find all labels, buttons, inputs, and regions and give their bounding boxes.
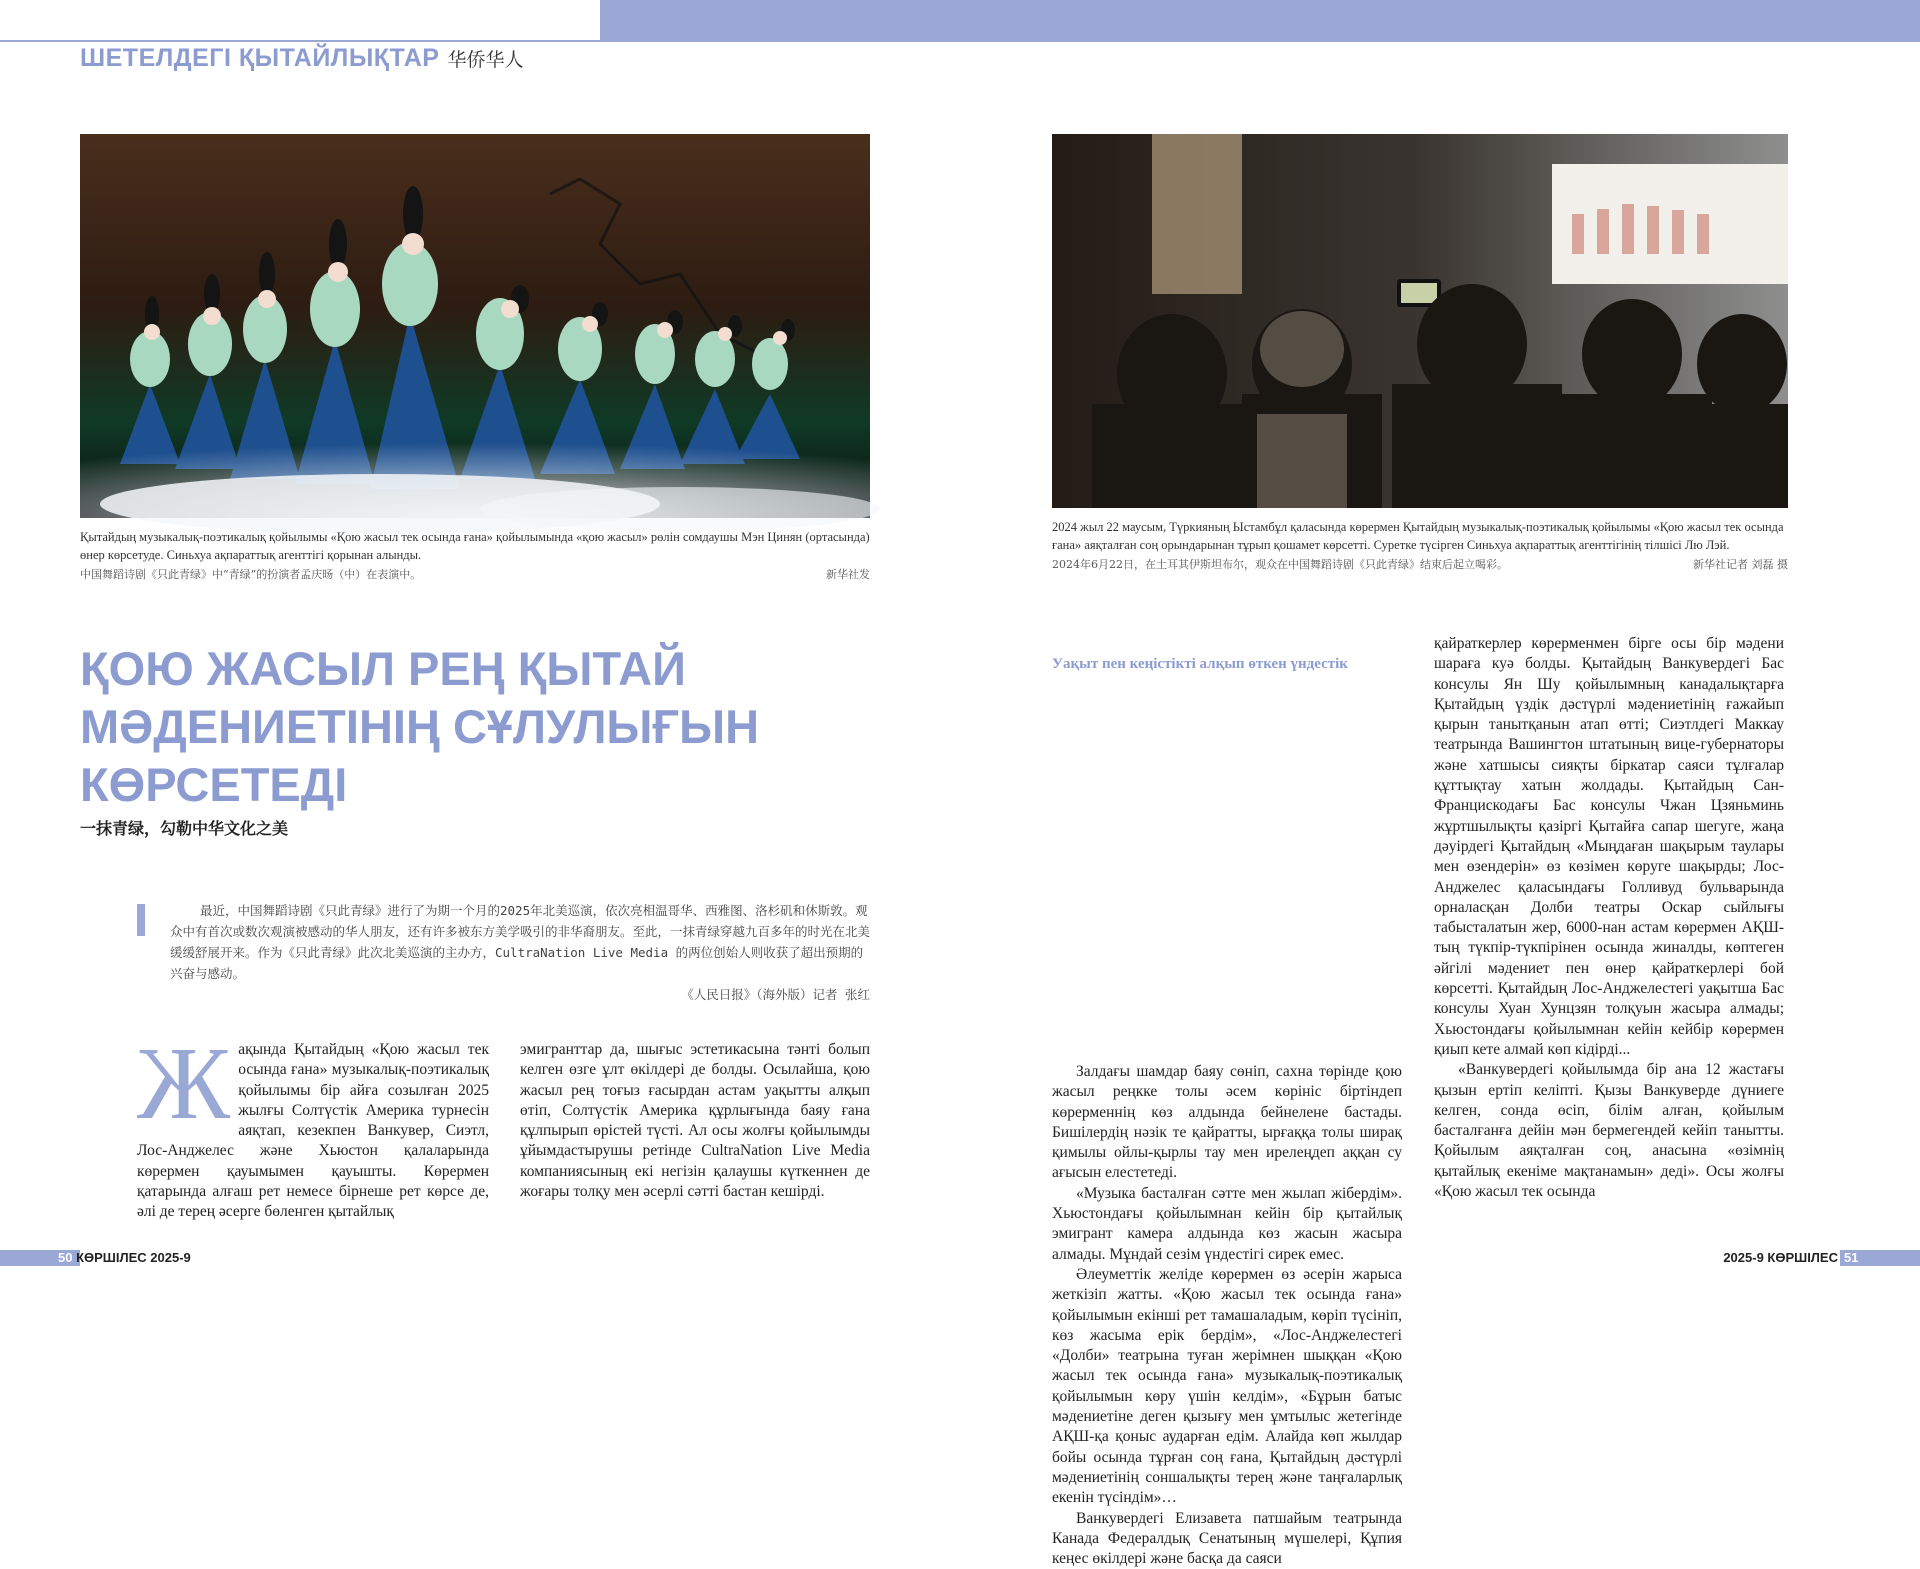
caption-cn: 中国舞蹈诗剧《只此青绿》中“青绿”的扮演者孟庆旸（中）在表演中。: [80, 568, 422, 581]
caption-kz: Қытайдың музыкалық-поэтикалық қойылымы «Қою жасыл тек осында ғана» қойылымында «қою жасыл» рөлін сомдаушы Мэн Цинян (ортасында) өнер көрсетуде. Синьхуа ақпараттық агенттігі қорынан алынды.: [80, 530, 870, 562]
section-title-kz: ШЕТЕЛДЕГІ ҚЫТАЙЛЫҚТАР: [80, 44, 440, 72]
footer-left: [58, 1250, 191, 1266]
dance-stage-photo: [80, 134, 870, 518]
lead-text: 最近，中国舞蹈诗剧《只此青绿》进行了为期一个月的2025年北美巡演，依次亮相温哥华、西雅图、洛杉矶和休斯敦。观众中有首次或数次观演被感动的华人朋友，还有许多被东方美学吸引的非华裔朋友。至此，一抹青绿穿越九百多年的时光在北美缓缓舒展开来。作为《只此青绿》此次北美巡演的主办方，CultraNation Live Media 的两位创始人则收获了超出预期的兴奋与感动。: [170, 903, 871, 981]
article-column-4: [1434, 634, 1784, 1202]
photo-caption-left: [80, 528, 870, 584]
paragraph: «Музыка басталған сәтте мен жылап жібердім». Хьюстондағы қойылымнан кейін бір қытайлық эмигрант камера алдында көз жасын жасыра алмады. Мұндай сезім үндестігі сирек емес.: [1052, 1184, 1402, 1263]
section-header: [80, 44, 524, 73]
audience-photo: [1052, 134, 1788, 508]
top-accent-line: [0, 40, 600, 42]
article-title: ҚОЮ ЖАСЫЛ РЕҢ ҚЫТАЙ МӘДЕНИЕТІНІҢ СҰЛУЛЫҒЫН КӨРСЕТЕДІ: [80, 642, 760, 811]
article-subheading: Уақыт пен кеңістікті алқып өткен үндестік: [1052, 656, 1348, 672]
photo-caption-right: [1052, 518, 1788, 574]
paragraph: эмигранттар да, шығыс эстетикасына тәнті болып келген өзге ұлт өкілдері де болды. Осылайша, қою жасыл рең тоғыз ғасырдан астам уақытты алқып өтіп, Солтүстік Америка құрлығында баяу ғана құлпырып өрістей түсті. Ал осы жолғы қойылымды ұйымдастырушы ретінде CultraNation Live Media компаниясының екі негізін қалаушы күткеннен де жоғары толқу мен әсерлі сәтті бастан кешірді.: [520, 1041, 870, 1201]
photo-credit: 新华社记者 刘磊 摄: [1693, 558, 1788, 571]
page-number: 51: [1844, 1250, 1859, 1265]
lead-accent-bar: [137, 904, 145, 936]
caption-cn: 2024年6月22日，在土耳其伊斯坦布尔，观众在中国舞蹈诗剧《只此青绿》结束后起立喝彩。: [1052, 558, 1508, 571]
article-column-1: [137, 1026, 489, 1223]
lead-paragraph: [170, 900, 870, 1005]
caption-kz: 2024 жыл 22 маусым, Түркияның Ыстамбұл қаласында көрермен Қытайдың музыкалық-поэтикалық қойылымы «Қою жасыл тек осында ғана» аяқталған соң орындарынан тұрып қошамет көрсетті. Суретке түсірген Синьхуа ақпараттық агенттігінің тілшісі Лю Лэй.: [1052, 520, 1784, 552]
section-title-cn: 华侨华人: [447, 49, 524, 71]
paragraph: Әлеуметтік желіде көрермен өз әсерін жарыса жеткізіп жатты. «Қою жасыл тек осында ғана» қойылымын екінші рет тамашаладым, көріп түсініп, көз жасыма ерік бердім», «Лос-Анджелестегі «Долби» театрына туған жерімнен шыққан «Қою жасыл тек осында ғана» музыкалық-поэтикалық қойылымын көру үшін келдім», «Бұрын батыс мәдениетіне деген қызығу мен ұмтылыс жетегінде АҚШ-қа қоныс аударған едім. Алайда көп жылдар бойы осында тұрған соң ғана, Қытайдың дәстүрлі мәдениетінің соншалықты терең және таңғаларлық екенін түсіндім»…: [1052, 1265, 1402, 1507]
paragraph: «Ванкувердегі қойылымда бір ана 12 жастағы қызын ертіп келіпті. Қызы Ванкуверде дүниеге келген, сонда өсіп, білім алған, қойылым басталғанға дейін мән бермегендей кейіп танытты. Қойылым аяқталған соң, анасына «өзімнің қытайлық екеніме мақтанамын» деді». Осы жолғы «Қою жасыл тек осында: [1434, 1061, 1784, 1201]
photo-credit: 新华社发: [826, 568, 870, 581]
drop-cap: Ж: [137, 1026, 231, 1141]
footer-magazine: 2025-9 КӨРШІЛЕС: [1723, 1250, 1838, 1265]
article-column-3: [1052, 1062, 1402, 1569]
paragraph: ақында Қытайдың «Қою жасыл тек осында ғана» музыкалық-поэтикалық қойылымы бір айға созылған 2025 жылғы Солтүстік Америка турнесін аяқтап, кезекпен Ванкувер, Сиэтл, Лос-Анджелес және Хьюстон қалаларында көрермен қауымымен қауышты. Көрермен қатарында алғаш рет немесе бірнеше рет көрсе де, әлі де терең әсерге бөленген қытайлық: [137, 1041, 489, 1221]
paragraph: Ванкувердегі Елизавета патшайым театрында Канада Федералдық Сенатының мүшелері, Құпия кеңес өкілдері және басқа да саяси: [1052, 1509, 1402, 1568]
caption-source: [80, 566, 870, 584]
lead-byline: 《人民日报》（海外版）记者 张红: [681, 987, 870, 1002]
top-accent-band: [600, 0, 1920, 42]
page-number: 50: [58, 1250, 73, 1265]
paragraph: қайраткерлер көрерменмен бірге осы бір мәдени шараға куә болды. Қытайдың Ванкувердегі Бас консулы Ян Шу қойылымның канадалықтарға Қытайдың үздік дәстүрлі мәдениетінің ғажайып қырын танытқанын атап өтті; Сиэтлдегі Маккау театрында Вашингтон штатының вице-губернаторы және хатшысы сияқты біркатар саяси тұлғалар құттықтау хатын жолдады. Қытайдың Сан-Францискодағы Бас консулы Чжан Цзяньминь жұртшылықты қазіргі Қытайға сапар шегуге, жаңа дәуірдегі Қытайдың «Мыңдаған шақырым таулары мен өзендерін» өз көзімен көруге шақырды; Лос-Анджелес қаласындағы Голливуд бульварында орналасқан Долби театры Оскар сыйлығы табысталатын жер, 6000-нан астам көрермен АҚШ-тың түкпір-түкпірінен осында жиналды, көптеген әйгілі мәдениет пен өнер қайраткерлері бой көрсетті. Қытайдың Лос-Анджелестегі уақытша Бас консулы Хуан Хунцзян толқуын жасыра алмады; Хьюстондағы қойылымнан кейін кейбір көрермен қиып кете алмай көп кідірді...: [1434, 635, 1784, 1058]
article-subtitle-cn: 一抹青绿，勾勒中华文化之美: [80, 819, 289, 838]
paragraph: Залдағы шамдар баяу сөніп, сахна төрінде қою жасыл реңкке толы әсем көрініс біртіндеп көрерменнің көз алдында бейнелене бастады. Бишілердің нәзік те қайратты, ырғаққа толы ширақ қимылы ойлы-қырлы тау мен ирелеңдеп аққан су ағысын елестетеді.: [1052, 1063, 1402, 1182]
article-column-2: [520, 1040, 870, 1202]
footer-right: [1723, 1250, 1859, 1266]
caption-source: [1052, 556, 1788, 574]
footer-magazine: КӨРШІЛЕС 2025-9: [76, 1250, 191, 1265]
